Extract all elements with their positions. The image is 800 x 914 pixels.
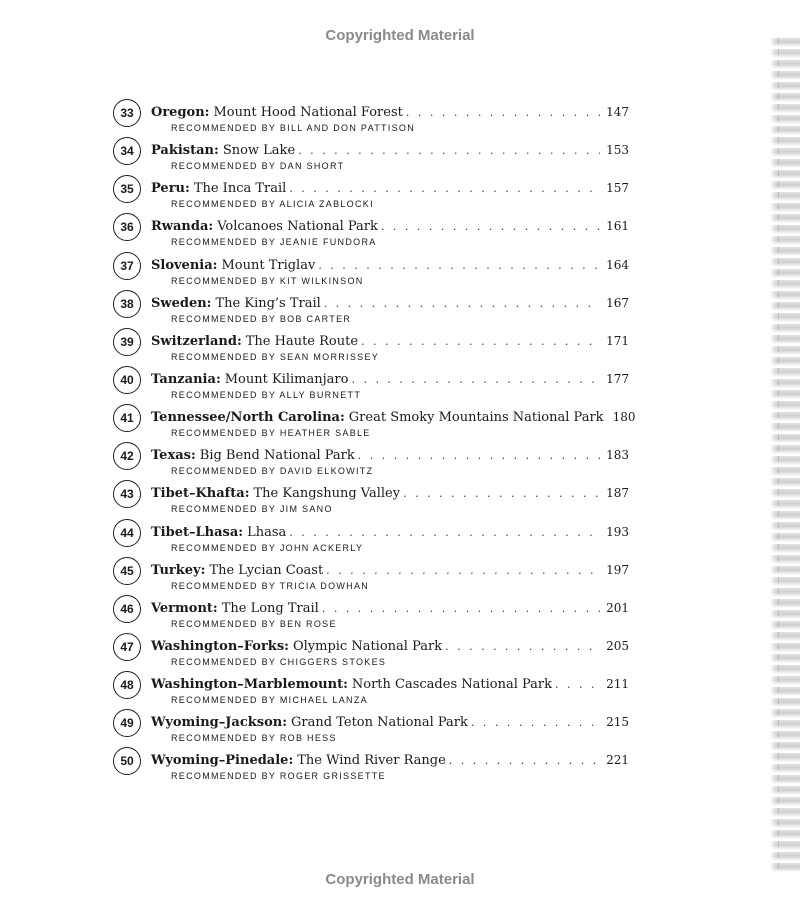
entry-recommender: RECOMMENDED BY JIM SANO xyxy=(171,504,333,515)
entry-page-number: 147 xyxy=(606,105,629,119)
entry-recommender: RECOMMENDED BY SEAN MORRISSEY xyxy=(171,351,380,362)
entry-title: The Lycian Coast xyxy=(209,562,324,578)
entry-page-number: 161 xyxy=(606,219,629,234)
dot-leader xyxy=(406,105,600,121)
toc-line: Turkey : The Lycian Coast . . . 197 xyxy=(151,562,629,579)
toc-entry xyxy=(113,365,633,403)
entry-recommender: RECOMMENDED BY KIT WILKINSON xyxy=(171,275,364,286)
dot-leader xyxy=(555,677,600,693)
entry-place: Switzerland xyxy=(151,333,237,349)
entry-page-number: 164 xyxy=(606,257,629,272)
entry-place: Rwanda xyxy=(151,219,209,235)
chapter-number-badge: 42 xyxy=(113,442,141,470)
entry-recommender: RECOMMENDED BY JOHN ACKERLY xyxy=(171,542,364,553)
toc-line: Oregon : Mount Hood National Forest . . . 147 xyxy=(151,104,629,121)
entry-title: The Wind River Range xyxy=(297,753,446,769)
watermark-top: Copyrighted Material xyxy=(325,27,475,44)
entry-recommender: RECOMMENDED BY HEATHER SABLE xyxy=(171,428,371,439)
toc-line: Slovenia : Mount Triglav . . . 164 xyxy=(151,257,629,274)
entry-title: Olympic National Park xyxy=(292,638,443,654)
entry-page-number: 193 xyxy=(606,524,629,539)
entry-title: The Long Trail xyxy=(221,600,319,616)
entry-place: Washington–Forks xyxy=(151,638,285,654)
chapter-number-badge: 47 xyxy=(113,633,141,661)
chapter-number-badge: 40 xyxy=(113,366,141,394)
entry-place: Oregon xyxy=(151,105,205,120)
entry-recommender: RECOMMENDED BY JEANIE FUNDORA xyxy=(171,237,377,248)
entry-place: Tibet–Lhasa xyxy=(151,524,239,540)
chapter-number-badge: 50 xyxy=(113,747,141,775)
chapter-number-badge: 36 xyxy=(113,213,141,241)
entry-recommender: RECOMMENDED BY DAN SHORT xyxy=(171,161,345,172)
chapter-number-badge: 46 xyxy=(113,595,141,623)
toc-entry xyxy=(113,327,633,365)
entry-page-number: 177 xyxy=(606,371,629,386)
entry-page-number: 167 xyxy=(606,295,629,310)
toc-line: Tibet–Lhasa : Lhasa . . . 193 xyxy=(151,524,629,541)
toc-entry xyxy=(113,556,633,594)
entry-place: Turkey xyxy=(151,562,201,578)
entry-title: The King’s Trail xyxy=(215,295,321,311)
toc-entry xyxy=(113,670,633,708)
chapter-number-badge: 37 xyxy=(113,252,141,280)
chapter-number-badge: 49 xyxy=(113,709,141,737)
toc-line: Sweden : The King’s Trail . . . 167 xyxy=(151,295,629,312)
toc-line: Washington–Marblemount : North Cascades National Park . . . 211 xyxy=(151,676,629,693)
entry-place: Peru xyxy=(151,181,185,197)
chapter-number-badge: 33 xyxy=(113,99,141,127)
dot-leader xyxy=(351,372,600,388)
book-spine-edge xyxy=(770,38,800,874)
dot-leader xyxy=(324,296,600,312)
entry-page-number: 171 xyxy=(606,333,629,348)
entry-page-number: 180 xyxy=(612,410,636,425)
toc-line: Rwanda : Volcanoes National Park . . . 161 xyxy=(151,218,629,235)
chapter-number-badge: 48 xyxy=(113,671,141,699)
entry-title: Snow Lake xyxy=(222,143,296,159)
toc-line: Tibet–Khafta : The Kangshung Valley . . . 187 xyxy=(151,485,629,502)
entry-recommender: RECOMMENDED BY TRICIA DOWHAN xyxy=(171,580,370,591)
entry-page-number: 201 xyxy=(606,600,629,615)
chapter-number-badge: 34 xyxy=(113,137,141,165)
entry-place: Wyoming–Jackson xyxy=(151,715,283,731)
toc-entry xyxy=(113,136,633,174)
toc-line: Texas : Big Bend National Park . . . 183 xyxy=(151,447,629,464)
toc-entry xyxy=(113,212,633,250)
entry-title: Great Smoky Mountains National Park xyxy=(348,410,604,426)
chapter-number-badge: 38 xyxy=(113,290,141,318)
toc-entry xyxy=(113,518,633,556)
toc-line: Tennessee/North Carolina : Great Smoky Mountains National Park 180 xyxy=(151,410,636,426)
entry-page-number: 197 xyxy=(606,562,629,577)
entry-place: Texas xyxy=(151,448,191,464)
entry-place: Tanzania xyxy=(151,371,216,387)
dot-leader xyxy=(358,448,600,464)
entry-place: Wyoming–Pinedale xyxy=(151,753,289,769)
toc-entry xyxy=(113,289,633,327)
toc-line: Pakistan : Snow Lake . . . 153 xyxy=(151,142,629,159)
dot-leader xyxy=(326,563,600,579)
chapter-number-badge: 41 xyxy=(113,404,141,432)
toc-entry xyxy=(113,441,633,479)
entry-place: Slovenia xyxy=(151,257,213,273)
entry-recommender: RECOMMENDED BY ROGER GRISSETTE xyxy=(171,771,386,782)
entry-recommender: RECOMMENDED BY BOB CARTER xyxy=(171,313,352,324)
dot-leader xyxy=(318,258,600,274)
entry-title: Mount Hood National Forest xyxy=(213,105,403,120)
toc-line: Peru : The Inca Trail . . . 157 xyxy=(151,180,629,197)
dot-leader xyxy=(449,753,600,769)
dot-leader xyxy=(445,639,600,655)
entry-page-number: 183 xyxy=(606,448,629,463)
toc-entry xyxy=(113,479,633,517)
toc-entry xyxy=(113,251,633,289)
dot-leader xyxy=(322,601,600,617)
entry-recommender: RECOMMENDED BY ROB HESS xyxy=(171,733,337,744)
entry-recommender: RECOMMENDED BY BEN ROSE xyxy=(171,618,337,629)
chapter-number-badge: 44 xyxy=(113,519,141,547)
entry-place: Tennessee/North Carolina xyxy=(151,410,340,426)
entry-page-number: 211 xyxy=(606,677,629,692)
entry-title: The Haute Route xyxy=(245,333,359,349)
entry-title: Big Bend National Park xyxy=(199,448,355,464)
dot-leader xyxy=(361,334,600,350)
entry-place: Tibet–Khafta xyxy=(151,486,245,502)
toc-line: Wyoming–Pinedale : The Wind River Range . . . 221 xyxy=(151,752,629,769)
entry-page-number: 153 xyxy=(606,143,629,158)
entry-page-number: 187 xyxy=(606,486,629,501)
entry-title: Mount Kilimanjaro xyxy=(224,371,349,387)
toc-line: Vermont : The Long Trail . . . 201 xyxy=(151,600,629,617)
entry-place: Sweden xyxy=(151,295,207,311)
chapter-number-badge: 39 xyxy=(113,328,141,356)
entry-page-number: 205 xyxy=(606,638,629,653)
entry-recommender: RECOMMENDED BY DAVID ELKOWITZ xyxy=(171,466,374,477)
entry-page-number: 215 xyxy=(606,715,629,730)
entry-title: North Cascades National Park xyxy=(351,677,553,693)
entry-page-number: 221 xyxy=(606,753,629,768)
entry-title: The Inca Trail xyxy=(193,181,287,197)
toc-entry xyxy=(113,708,633,746)
entry-title: The Kangshung Valley xyxy=(253,486,401,502)
chapter-number-badge: 35 xyxy=(113,175,141,203)
entry-recommender: RECOMMENDED BY ALICIA ZABLOCKI xyxy=(171,199,374,210)
entry-place: Vermont xyxy=(151,600,213,616)
toc-entry xyxy=(113,746,633,784)
dot-leader xyxy=(289,181,600,197)
toc-entry xyxy=(113,594,633,632)
dot-leader xyxy=(298,143,600,159)
toc-entry xyxy=(113,174,633,212)
entry-title: Grand Teton National Park xyxy=(291,715,468,731)
dot-leader xyxy=(381,219,600,235)
table-of-contents xyxy=(113,98,636,785)
dot-leader xyxy=(289,525,600,541)
chapter-number-badge: 43 xyxy=(113,480,141,508)
entry-recommender: RECOMMENDED BY MICHAEL LANZA xyxy=(171,695,368,706)
dot-leader xyxy=(403,486,600,502)
toc-line: Washington–Forks : Olympic National Park . . . 205 xyxy=(151,638,629,655)
toc-entry xyxy=(113,632,633,670)
entry-page-number: 157 xyxy=(606,181,629,196)
dot-leader xyxy=(471,715,600,731)
toc-entry xyxy=(113,403,636,441)
entry-title: Lhasa xyxy=(247,524,287,540)
toc-entry xyxy=(113,98,633,136)
toc-line: Wyoming–Jackson : Grand Teton National Park . . . 215 xyxy=(151,714,629,731)
entry-title: Volcanoes National Park xyxy=(217,219,378,235)
toc-line: Tanzania : Mount Kilimanjaro . . . 177 xyxy=(151,371,629,388)
entry-place: Pakistan xyxy=(151,143,214,159)
entry-place: Washington–Marblemount xyxy=(151,677,344,693)
watermark-bottom: Copyrighted Material xyxy=(325,871,475,888)
entry-title: Mount Triglav xyxy=(221,257,316,273)
entry-recommender: RECOMMENDED BY ALLY BURNETT xyxy=(171,389,362,400)
toc-line: Switzerland : The Haute Route . . . 171 xyxy=(151,333,629,350)
entry-recommender: RECOMMENDED BY BILL AND DON PATTISON xyxy=(171,123,415,133)
chapter-number-badge: 45 xyxy=(113,557,141,585)
entry-recommender: RECOMMENDED BY CHIGGERS STOKES xyxy=(171,656,387,667)
